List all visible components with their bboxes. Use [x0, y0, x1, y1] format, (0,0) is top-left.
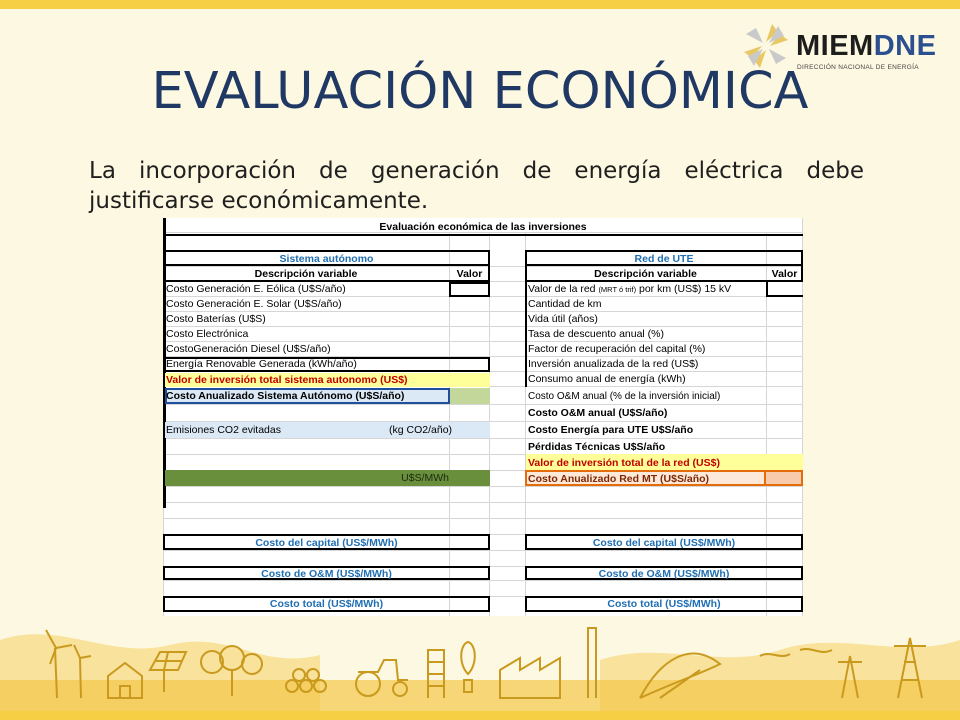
- intro-text: La incorporación de generación de energía eléctrica debe justificarse económicamente.: [89, 158, 864, 214]
- sheet-title: Evaluación económica de las inversiones: [379, 221, 587, 233]
- left-row: CostoGeneración Diesel (U$S/año): [166, 343, 331, 355]
- left-summary-om: Costo de O&M (US$/MWh): [261, 568, 392, 580]
- right-summary-om: Costo de O&M (US$/MWh): [598, 568, 730, 580]
- slide-title: EVALUACIÓN ECONÓMICA: [151, 62, 809, 121]
- left-row: Costo Electrónica: [166, 328, 249, 340]
- left-row: Costo Baterías (U$S): [166, 313, 266, 325]
- right-col-desc: Descripción variable: [594, 268, 697, 280]
- right-row: Costo O&M anual (% de la inversión inicial): [528, 391, 721, 402]
- left-summary-total: Costo total (US$/MWh): [269, 598, 384, 610]
- left-col-desc: Descripción variable: [254, 268, 358, 280]
- right-row: Tasa de descuento anual (%): [528, 328, 665, 340]
- right-row-investment: Valor de inversión total de la red (US$): [528, 457, 720, 469]
- left-row-annualized: Costo Anualizado Sistema Autónomo (U$S/año): [166, 390, 405, 402]
- left-row: Costo Generación E. Eólica (U$S/año): [166, 283, 346, 295]
- left-col-value: Valor: [456, 268, 483, 280]
- right-row: Inversión anualizada de la red (US$): [528, 358, 699, 370]
- right-row: Consumo anual de energía (kWh): [528, 373, 686, 385]
- right-summary-total: Costo total (US$/MWh): [607, 598, 721, 610]
- left-section-header: Sistema autónomo: [279, 253, 374, 265]
- right-row: Factor de recuperación del capital (%): [528, 343, 706, 355]
- bottom-stripe: [0, 711, 960, 720]
- left-summary-capital: Costo del capital (US$/MWh): [255, 537, 398, 549]
- logo-subtitle: DIRECCIÓN NACIONAL DE ENERGÍA: [797, 64, 919, 71]
- right-row: Costo O&M anual (U$S/año): [528, 407, 668, 419]
- logo-wordmark: MIEMDNE: [796, 30, 937, 62]
- right-row-annualized: Costo Anualizado Red MT (U$S/año): [528, 473, 710, 485]
- right-row-network-value: Valor de la red (MRT ó trif) por km (US$) 15 kV: [528, 283, 732, 295]
- right-row: Costo Energía para UTE U$S/año: [528, 424, 694, 436]
- right-col-value: Valor: [771, 268, 798, 280]
- emissions-unit: (kg CO2/año): [389, 424, 453, 436]
- left-row-investment: Valor de inversión total sistema autonomo (US$): [166, 374, 408, 386]
- left-row: Energía Renovable Generada (kWh/año): [166, 358, 357, 370]
- energy-illustration: [0, 600, 960, 711]
- right-summary-capital: Costo del capital (US$/MWh): [592, 537, 736, 549]
- right-row: Vida útil (años): [528, 313, 598, 325]
- green-band-unit: U$S/MWh: [401, 472, 449, 484]
- emissions-label: Emisiones CO2 evitadas: [166, 424, 281, 436]
- right-row: Pérdidas Técnicas U$S/año: [528, 441, 666, 453]
- spreadsheet: [163, 218, 803, 616]
- right-section-header: Red de UTE: [634, 253, 694, 265]
- right-row: Cantidad de km: [528, 298, 602, 310]
- top-stripe: [0, 0, 960, 9]
- left-row: Costo Generación E. Solar (U$S/año): [166, 298, 342, 310]
